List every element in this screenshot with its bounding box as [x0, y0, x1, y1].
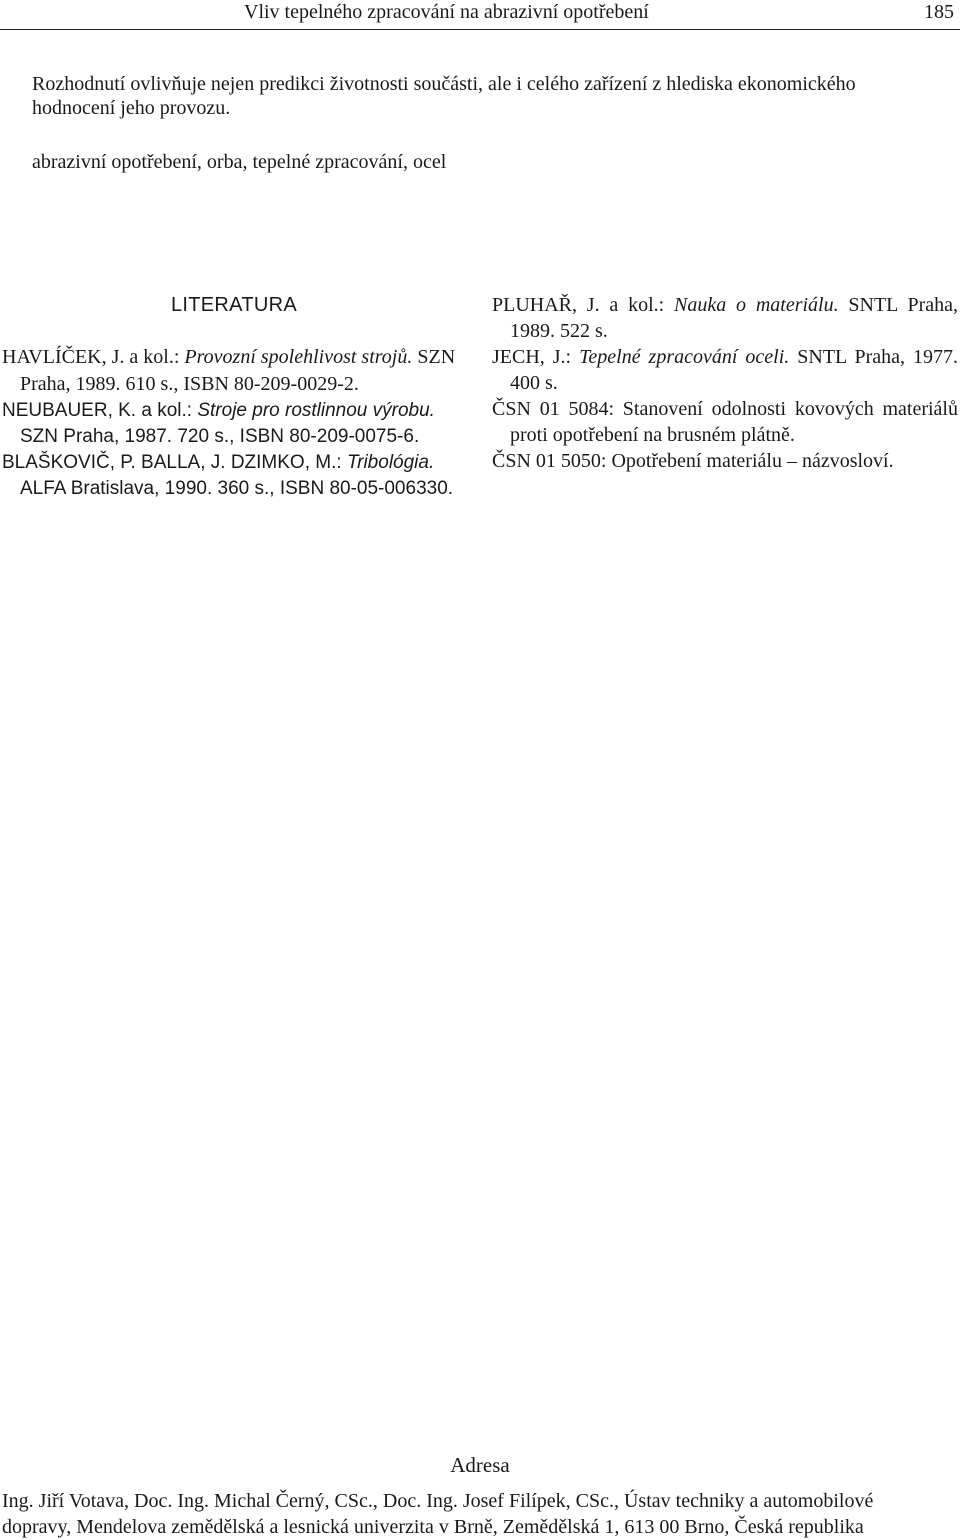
reference-title: Stroje pro rostlinnou výrobu. [197, 400, 435, 421]
reference-authors: PLUHAŘ, J. a kol.: [492, 294, 674, 316]
reference-publication: ALFA Bratislava, 1990. 360 s., ISBN 80-05-006330. [20, 478, 454, 499]
reference-publication: SZN Praha, 1989. 610 s., ISBN 80-209-0029-2. [20, 346, 456, 395]
address-line-2: dopravy, Mendelova zemědělská a lesnická univerzita v Brně, Zemědělská 1, 613 00 Brno, Česká republika [2, 1516, 864, 1538]
reference-item [2, 398, 470, 450]
literature-heading: LITERATURA [171, 294, 297, 316]
page-number: 185 [924, 1, 954, 23]
reference-authors: HAVLÍČEK, J. a kol.: [2, 346, 185, 368]
reference-item [492, 448, 958, 474]
reference-item [492, 344, 958, 396]
keywords: abrazivní opotřebení, orba, tepelné zpracování, ocel [32, 151, 447, 173]
reference-title: Tepelné zpracování oceli. [579, 346, 790, 368]
reference-item [2, 344, 470, 398]
reference-standard: ČSN 01 5084: Stanovení odolnosti kovových materiálů proti opotřebení na brusném plátně. [492, 398, 958, 446]
conclusion-paragraph: Rozhodnutí ovlivňuje nejen predikci životnosti součásti, ale i celého zařízení z hlediska ekonomického hodnocení jeho provozu. [32, 73, 856, 119]
reference-item [2, 450, 470, 502]
page-header [0, 0, 960, 32]
reference-item [492, 396, 958, 448]
reference-publication: SNTL Praha, 1977. 400 s. [510, 346, 959, 394]
author-address [2, 1488, 958, 1540]
address-heading: Adresa [450, 1453, 510, 1477]
header-divider [0, 29, 960, 30]
reference-publication: SNTL Praha, 1989. 522 s. [510, 294, 958, 342]
running-title: Vliv tepelného zpracování na abrazivní opotřebení [244, 1, 649, 23]
reference-standard: ČSN 01 5050: Opotřebení materiálu – názvosloví. [492, 450, 894, 472]
address-line-1: Ing. Jiří Votava, Doc. Ing. Michal Černý, CSc., Doc. Ing. Josef Filípek, CSc., Ústav techniky a automobilové [2, 1490, 874, 1512]
reference-title: Tribológia. [346, 452, 435, 473]
reference-title: Provozní spolehlivost strojů. [184, 346, 413, 368]
references-left-column [2, 344, 470, 502]
reference-authors: BLAŠKOVIČ, P. BALLA, J. DZIMKO, M.: [2, 452, 347, 473]
reference-item [492, 292, 958, 344]
reference-title: Nauka o materiálu. [674, 294, 839, 316]
reference-publication: SZN Praha, 1987. 720 s., ISBN 80-209-0075-6. [20, 426, 420, 447]
reference-authors: JECH, J.: [492, 346, 580, 368]
reference-authors: NEUBAUER, K. a kol.: [2, 400, 198, 421]
references-right-column [492, 292, 958, 474]
